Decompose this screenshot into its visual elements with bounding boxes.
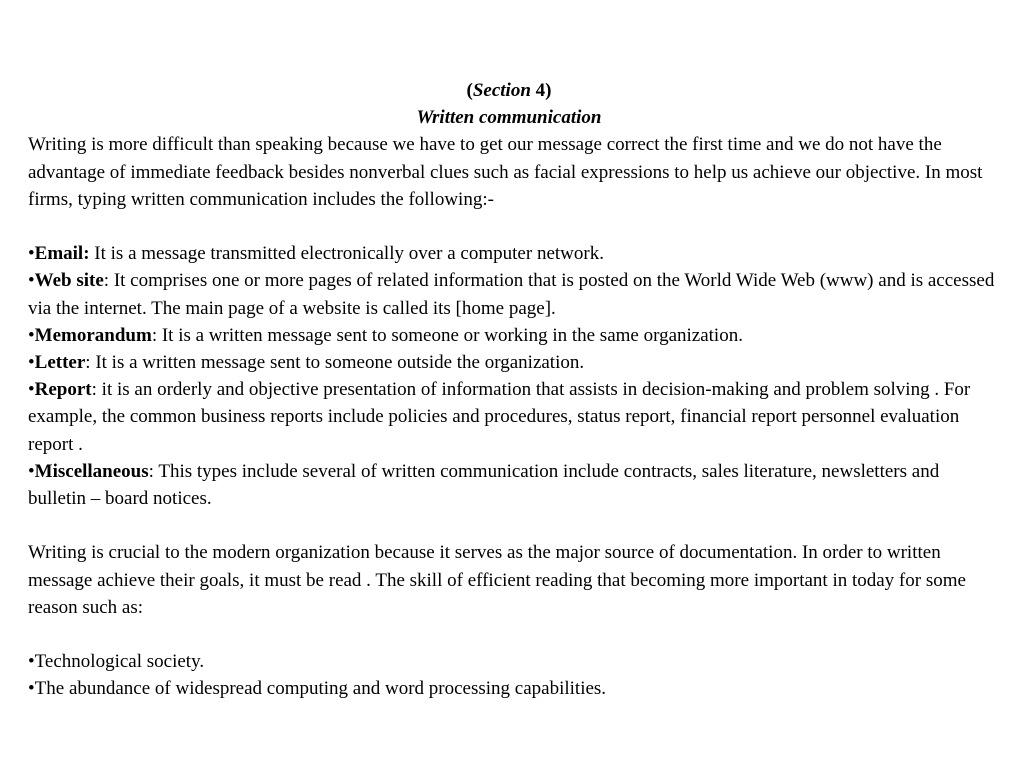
bullet-icon: • — [28, 324, 35, 346]
bullet-icon: • — [28, 678, 35, 700]
definition: : It is a written message sent to someone outside the organization. — [85, 352, 585, 374]
list-item-report — [28, 376, 996, 458]
bullet-icon: • — [28, 651, 35, 673]
term: Memorandum — [34, 324, 152, 346]
bullet-icon: • — [28, 460, 35, 482]
list-item-miscellaneous — [28, 458, 996, 512]
term: Report — [34, 379, 92, 401]
document-page — [28, 77, 996, 703]
list-item-memorandum — [28, 322, 996, 349]
open-paren: ( — [466, 80, 473, 101]
bullet-icon: • — [28, 352, 35, 374]
bullet-icon: • — [28, 270, 35, 292]
spacer — [28, 512, 996, 539]
term: Letter — [34, 352, 86, 374]
list-item-email — [28, 240, 996, 267]
section-word: Section — [472, 80, 531, 101]
reason-text: The abundance of widespread computing and word processing capabilities. — [34, 678, 607, 700]
definition: : it is an orderly and objective presentation of information that assists in decision-making and problem solving . For example, the common business reports include policies and procedures, status report, financial report personnel evaluation report . — [28, 379, 971, 455]
section-subtitle: Written communication — [416, 107, 602, 129]
bullet-icon: • — [28, 243, 35, 265]
definition: : It comprises one or more pages of related information that is posted on the World Wide Web (www) and is accessed via the internet. The main page of a website is called its [home page]. — [28, 270, 995, 319]
list-item-reason — [28, 648, 996, 675]
section-number: 4 — [530, 80, 546, 101]
bullet-icon: • — [28, 379, 35, 401]
definition: : This types include several of written communication include contracts, sales literature, newsletters and bulletin – board notices. — [28, 460, 940, 510]
term: Web site — [34, 270, 104, 292]
definition: : It is a written message sent to someone or working in the same organization. — [151, 324, 743, 346]
reason-text: Technological society. — [34, 651, 205, 673]
crucial-paragraph: Writing is crucial to the modern organization because it serves as the major source of documentation. In order to written message achieve their goals, it must be read . The skill of efficient reading that becoming more important in today for some reason such as: — [28, 542, 966, 618]
term: Email: — [34, 243, 90, 265]
spacer — [28, 621, 996, 648]
list-item-reason — [28, 675, 996, 702]
section-heading — [28, 77, 996, 104]
list-item-letter — [28, 349, 996, 376]
term: Miscellaneous — [34, 460, 149, 482]
spacer — [28, 213, 996, 240]
definition: It is a message transmitted electronically over a computer network. — [89, 243, 604, 265]
close-paren: ) — [545, 80, 552, 101]
list-item-website — [28, 267, 996, 321]
intro-paragraph: Writing is more difficult than speaking because we have to get our message correct the first time and we do not have the advantage of immediate feedback besides nonverbal clues such as facial expressions to help us achieve our objective. In most firms, typing written communication includes the following:- — [28, 134, 983, 210]
